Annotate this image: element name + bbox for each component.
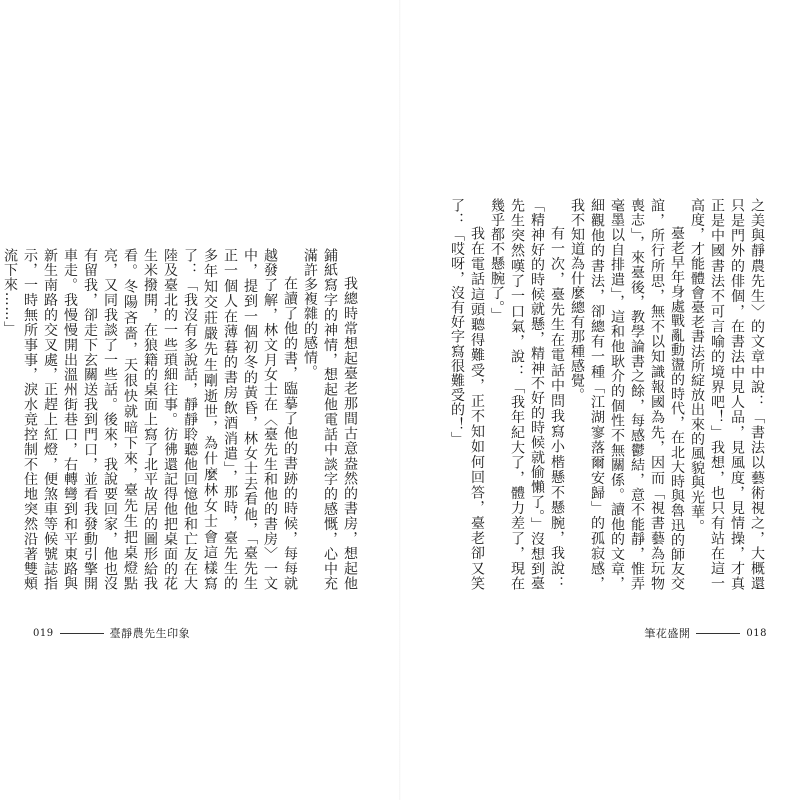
right-page-text <box>437 198 767 591</box>
paragraph: 之美與靜農先生〉的文章中說：「書法以藝術視之，大概還只是門外的俳個，在書法中見人品，見風度，見情操，才真正是中國書法不可言喻的境界吧！」我想，也只有站在這一高度，才能體會臺老書法所綻放出來的風貌與光華。 <box>689 198 765 591</box>
left-page-text <box>2 248 360 591</box>
paragraph: 我在電話這頭聽得難受，正不知如何回答，臺老卻又笑了：「哎呀，沒有好字寫很難受的！」 <box>449 198 485 591</box>
running-title: 臺靜農先生印象 <box>109 627 191 640</box>
running-title: 筆花盛開 <box>644 627 691 640</box>
left-page-footer <box>33 625 190 641</box>
paragraph: 在讀了他的書，臨摹了他的書跡的時候，每每就越發了解，林文月女士在〈臺先生和他的書房〉一文中，提到一個初冬的黃昏，林女士去看他，「臺先生正一個人在薄暮的書房飲酒消遣」，那時，臺先生的多年知交莊嚴先生剛逝世，為什麼林女士會這樣寫了：「我沒有多說話，靜靜聆聽他回憶他和亡友在大陸及臺北的一些瑣細往事。彷彿還記得他把桌面的花生米撥開，在狼籍的桌面上寫了北平故居的圖形給我看。冬陽吝嗇，天很快就暗下來，臺先生把桌燈點亮，又同我談了一些話。後來，我說要回家，他也沒有留我，卻走下玄關送我到門口，並看我發動引擎開車走。我慢慢開出溫州街巷口，右轉彎到和平東路與新生南路的交叉處，正趕上紅燈，便煞車等候號誌指示，一時無所事事，淚水竟控制不住地突然沿著雙頰流下來……」 <box>2 248 298 591</box>
right-page-footer <box>644 625 767 641</box>
page-number: 018 <box>746 627 767 639</box>
footer-rule <box>696 633 740 634</box>
page-number: 019 <box>33 627 54 639</box>
paragraph: 臺老早年身處戰亂動盪的時代，在北大時與魯迅的師友交誼，所行所思，無不以知識報國為先，因而「視書藝為玩物喪志」，來臺後，教學論書之餘，每感鬱結，意不能靜，惟弄毫墨以自排遣」，這和他耿介的個性不無關係。讀他的文章，細觀他的書法，卻總有一種「江湖寥落爾安歸」的孤寂感，我不知道為什麼總有那種感覺。 <box>569 198 685 591</box>
paragraph: 我總時常想起臺老那間古意盎然的書房，想起他鋪紙寫字的神情，想起他電話中談字的感慨，心中充滿許多複雜的感情。 <box>302 248 358 591</box>
right-page <box>400 0 800 800</box>
paragraph: 有一次，臺先生在電話中問我寫小楷懸不懸腕，我說：「精神好的時候就懸，精神不好的時候就偷懶了。」沒想到臺先生突然嘆了一口氣，說：「我年紀大了，體力差了，現在幾乎都不懸腕了。」 <box>489 198 565 591</box>
footer-rule <box>60 633 104 634</box>
